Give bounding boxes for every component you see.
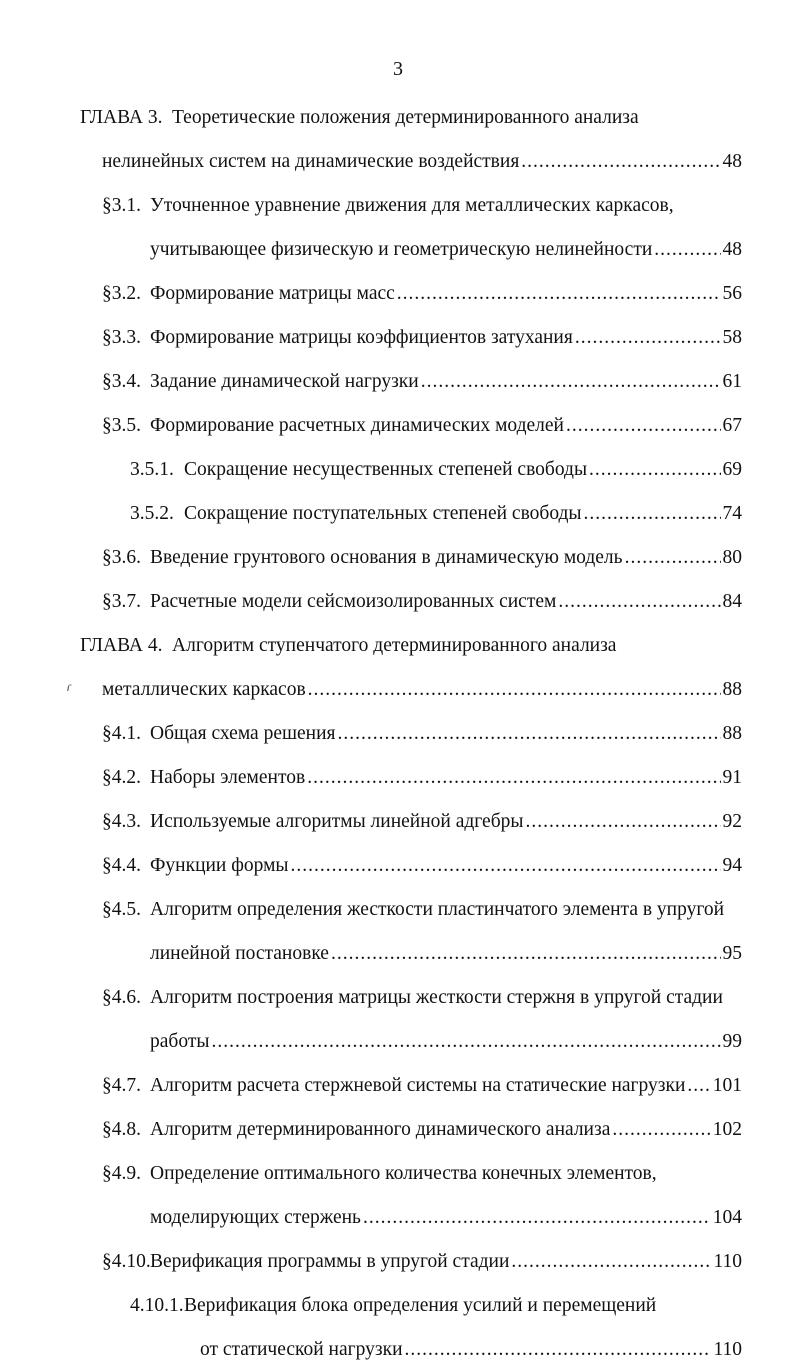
toc-entry-number: §4.10. xyxy=(102,1251,151,1272)
toc-entry-page: 88 xyxy=(722,679,742,700)
dot-leader xyxy=(291,848,721,884)
dot-leader xyxy=(525,804,720,840)
toc-entry-page: 110 xyxy=(713,1251,742,1272)
dot-leader xyxy=(511,1244,711,1280)
page-number: 3 xyxy=(393,58,403,80)
toc-entry-page: 67 xyxy=(722,415,742,436)
toc-entry-number: §4.6. xyxy=(102,987,141,1008)
toc-entry-number: §4.2. xyxy=(102,767,141,788)
dot-leader xyxy=(331,936,721,972)
toc-entry-title-continued: моделирующих стержень xyxy=(150,1207,361,1228)
toc-entry-page: 94 xyxy=(722,855,742,876)
dot-leader xyxy=(589,452,720,488)
toc-entry-title: Используемые алгоритмы линейной адгебры xyxy=(150,811,524,832)
dot-leader xyxy=(338,716,721,752)
toc-entry-title: Теоретические положения детерминированного анализа xyxy=(172,107,639,128)
toc-entry-number: §3.1. xyxy=(102,195,141,216)
dot-leader xyxy=(397,276,721,312)
toc-entry-title: Введение грунтового основания в динамическую модель xyxy=(150,547,623,568)
toc-entry-title: Алгоритм детерминированного динамического анализа xyxy=(150,1119,611,1140)
dot-leader xyxy=(308,672,721,708)
toc-entry-title: Сокращение поступательных степеней свободы xyxy=(184,503,582,524)
toc-entry-page: 48 xyxy=(722,239,742,260)
toc-entry-title-continued: работы xyxy=(150,1031,210,1052)
toc-entry-number: §4.9. xyxy=(102,1163,141,1184)
toc-entry-title: Формирование расчетных динамических моделей xyxy=(150,415,564,436)
toc-entry-title: Верификация программы в упругой стадии xyxy=(150,1251,510,1272)
dot-leader xyxy=(654,232,720,268)
toc-entry-title-continued: нелинейных систем на динамические воздействия xyxy=(102,151,520,172)
toc-entry-page: 104 xyxy=(712,1207,742,1228)
toc-entry-page: 91 xyxy=(722,767,742,788)
toc-entry-number: §4.5. xyxy=(102,899,141,920)
toc-entry-number: ГЛАВА 3. xyxy=(80,107,163,128)
toc-entry-title: Алгоритм определения жесткости пластинчатого элемента в упругой xyxy=(150,899,725,920)
toc-entry-number: 3.5.2. xyxy=(130,503,174,524)
toc-entry-page: 110 xyxy=(713,1339,742,1360)
toc-entry-page: 80 xyxy=(722,547,742,568)
toc-entry-number: §3.5. xyxy=(102,415,141,436)
toc-entry-number: §4.1. xyxy=(102,723,141,744)
toc-entry-number: §4.8. xyxy=(102,1119,141,1140)
dot-leader xyxy=(625,540,721,576)
toc-entry-page: 95 xyxy=(722,943,742,964)
dot-leader xyxy=(363,1200,711,1236)
toc-entry-title: Функции формы xyxy=(150,855,289,876)
toc-entry-title: Верификация блока определения усилий и перемещений xyxy=(184,1295,657,1316)
dot-leader xyxy=(405,1332,712,1368)
toc-entry-page: 61 xyxy=(722,371,742,392)
toc-entry-number: §4.4. xyxy=(102,855,141,876)
dot-leader xyxy=(687,1068,710,1104)
dot-leader xyxy=(211,1024,720,1060)
dot-leader xyxy=(521,144,720,180)
toc-entry-title-continued: учитывающее физическую и геометрическую нелинейности xyxy=(150,239,653,260)
toc-entry-page: 56 xyxy=(722,283,742,304)
toc-entry-page: 48 xyxy=(722,151,742,172)
toc-entry-page: 58 xyxy=(722,327,742,348)
toc-entry-number: §3.7. xyxy=(102,591,141,612)
toc-entry-title: Формирование матрицы масс xyxy=(150,283,395,304)
dot-leader xyxy=(575,320,721,356)
toc-entry-number: §4.3. xyxy=(102,811,141,832)
toc-entry-number: §3.3. xyxy=(102,327,141,348)
stray-mark: ɾ xyxy=(66,680,72,695)
toc-entry-title: Алгоритм построения матрицы жесткости стержня в упругой стадии xyxy=(150,987,723,1008)
dot-leader xyxy=(307,760,720,796)
toc-entry-title: Наборы элементов xyxy=(150,767,306,788)
toc-entry-number: 3.5.1. xyxy=(130,459,174,480)
dot-leader xyxy=(558,584,720,620)
toc-entry-title: Расчетные модели сейсмоизолированных систем xyxy=(150,591,557,612)
toc-entry-page: 84 xyxy=(722,591,742,612)
toc-entry-title: Задание динамической нагрузки xyxy=(150,371,419,392)
toc-entry-number: §3.4. xyxy=(102,371,141,392)
toc-entry-title: Сокращение несущественных степеней свободы xyxy=(184,459,588,480)
toc-entry-number: 4.10.1. xyxy=(130,1295,184,1316)
toc-entry-page: 69 xyxy=(722,459,742,480)
toc-entry-title: Общая схема решения xyxy=(150,723,336,744)
dot-leader xyxy=(584,496,721,532)
toc-entry-title-continued: металлических каркасов xyxy=(102,679,306,700)
toc-entry-title: Алгоритм расчета стержневой системы на статические нагрузки xyxy=(150,1075,686,1096)
toc-entry-title: Формирование матрицы коэффициентов затухания xyxy=(150,327,573,348)
toc-entry-number: §3.2. xyxy=(102,283,141,304)
toc-entry-page: 101 xyxy=(712,1075,742,1096)
toc-entry-title-continued: от статической нагрузки xyxy=(200,1339,403,1360)
dot-leader xyxy=(566,408,721,444)
toc-entry-page: 102 xyxy=(712,1119,742,1140)
toc-entry-number: §3.6. xyxy=(102,547,141,568)
toc-entry-page: 88 xyxy=(722,723,742,744)
toc-entry-title: Определение оптимального количества конечных элементов, xyxy=(150,1163,657,1184)
toc-entry-title: Алгоритм ступенчатого детерминированного анализа xyxy=(172,635,617,656)
dot-leader xyxy=(612,1112,710,1148)
toc-entry-number: §4.7. xyxy=(102,1075,141,1096)
toc-entry-title: Уточненное уравнение движения для металлических каркасов, xyxy=(150,195,674,216)
toc-entry-number: ГЛАВА 4. xyxy=(80,635,163,656)
toc-entry-page: 74 xyxy=(722,503,742,524)
toc-entry-page: 92 xyxy=(722,811,742,832)
dot-leader xyxy=(421,364,721,400)
toc-entry-title-continued: линейной постановке xyxy=(150,943,329,964)
toc-entry-page: 99 xyxy=(722,1031,742,1052)
